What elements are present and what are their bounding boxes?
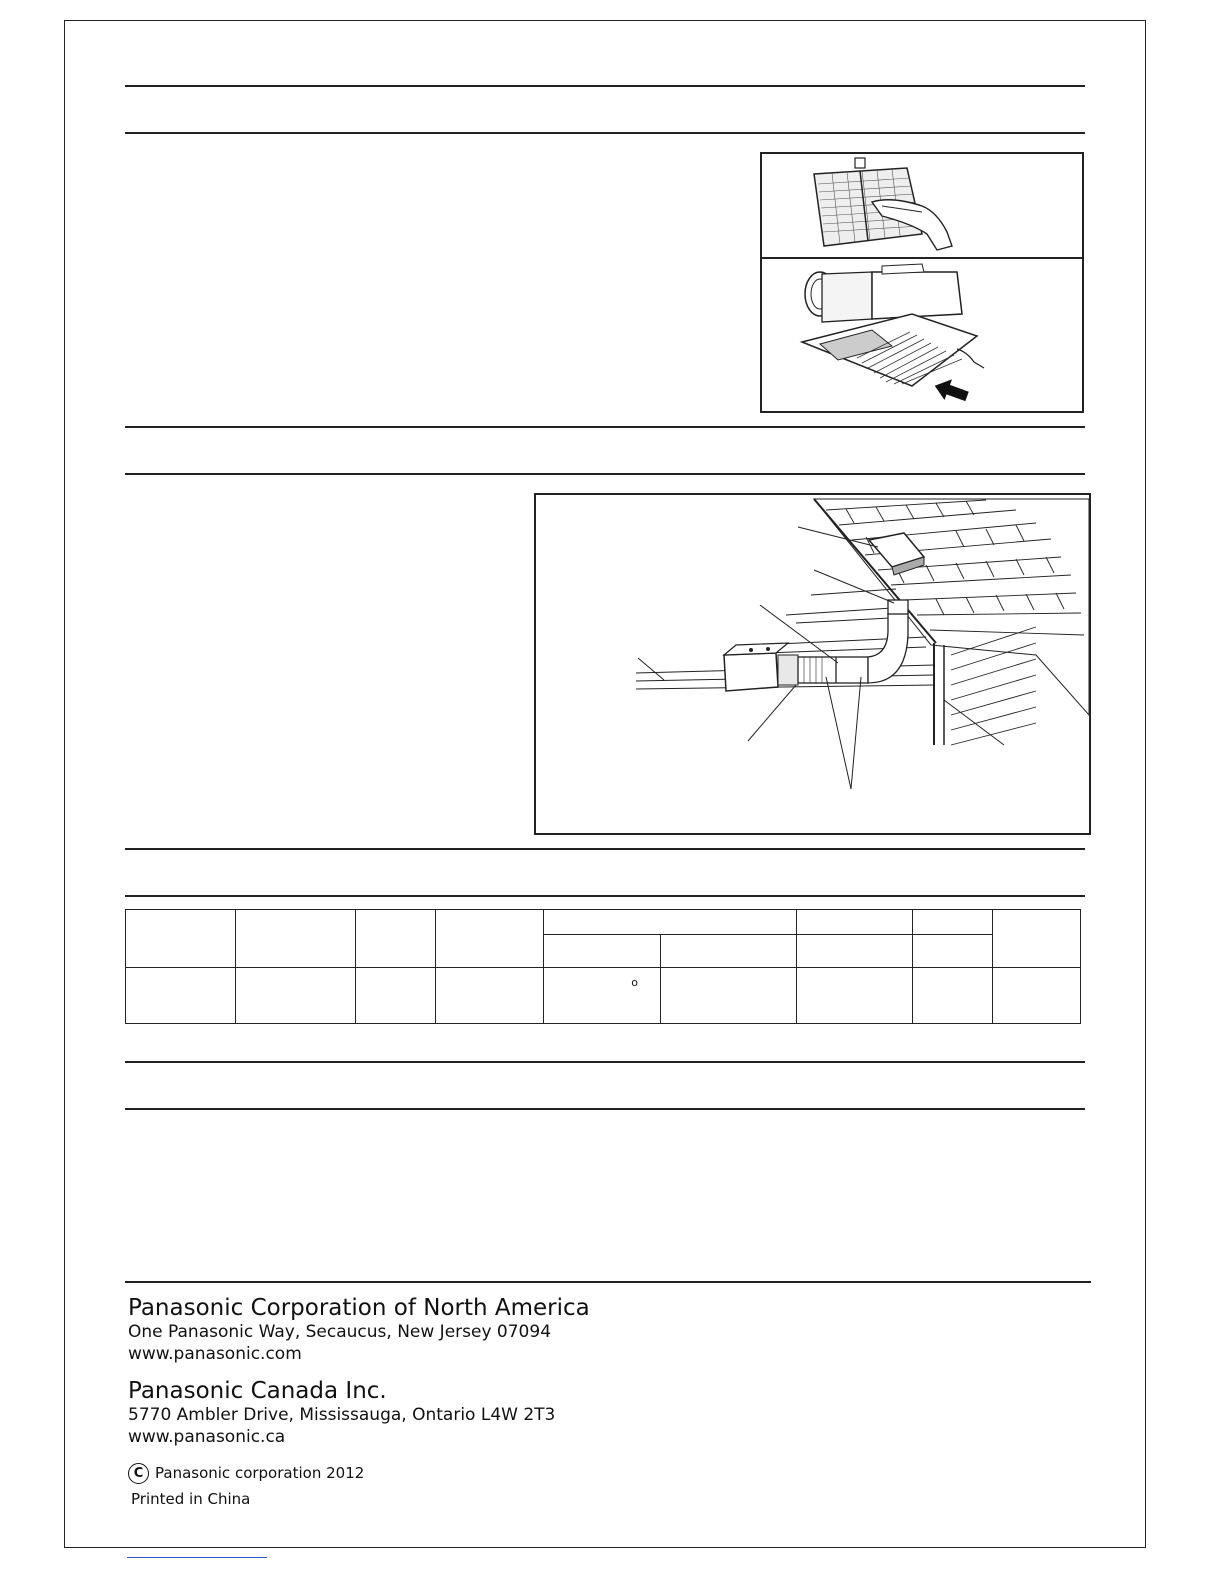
table-cell	[797, 967, 913, 1024]
section-rule	[125, 85, 1085, 87]
section-rule	[125, 1108, 1085, 1110]
na-company-name: Panasonic Corporation of North America	[128, 1295, 590, 1321]
table-header-cell	[797, 910, 913, 935]
table-header-cell	[544, 910, 797, 935]
copyright-text: Panasonic corporation	[155, 1464, 322, 1482]
footer-rule	[125, 1281, 1091, 1283]
table-header-cell	[356, 910, 436, 968]
table-cell	[126, 967, 236, 1024]
section-rule	[125, 426, 1085, 428]
table-header-cell	[661, 935, 797, 967]
ca-address-block	[128, 1378, 555, 1448]
section-rule	[125, 473, 1085, 475]
section-rule	[125, 895, 1085, 897]
section-rule	[125, 1061, 1085, 1063]
duct-icon	[798, 600, 908, 683]
table-header-cell	[913, 910, 993, 935]
ca-website: www.panasonic.ca	[128, 1427, 286, 1447]
na-address-block	[128, 1295, 590, 1365]
table-cell	[236, 967, 356, 1024]
table-cell	[544, 967, 661, 1024]
copyright-icon: C	[128, 1463, 149, 1484]
table-header-cell	[913, 935, 993, 967]
table-header-cell	[236, 910, 356, 968]
section-rule	[125, 132, 1085, 134]
fan-unit-icon	[802, 264, 984, 407]
na-address: One Panasonic Way, Secaucus, New Jersey 07094	[128, 1322, 552, 1342]
filter-cleaning-illustration	[762, 154, 1082, 411]
specifications-table	[125, 909, 1081, 1024]
section-rule	[125, 848, 1085, 850]
table-header-cell	[126, 910, 236, 968]
table-cell	[356, 967, 436, 1024]
table-cell	[993, 967, 1081, 1024]
ca-company-name: Panasonic Canada Inc.	[128, 1378, 387, 1404]
copyright-line	[128, 1463, 364, 1484]
table-header-cell	[436, 910, 544, 968]
na-website: www.panasonic.com	[128, 1344, 302, 1364]
degree-mark: o	[631, 975, 638, 989]
duct-installation-diagram	[536, 495, 1089, 833]
link-underline	[127, 1557, 267, 1558]
ca-address: 5770 Ambler Drive, Mississauga, Ontario L4W 2T3	[128, 1405, 556, 1425]
table-header-cell	[544, 935, 661, 967]
table-cell	[913, 967, 993, 1024]
table-header-cell	[993, 910, 1081, 968]
copyright-year: 2012	[326, 1464, 365, 1482]
fan-housing-icon	[724, 643, 798, 691]
table-cell	[661, 967, 797, 1024]
printed-in: Printed in China	[131, 1490, 251, 1508]
table-cell	[436, 967, 544, 1024]
table-header-cell	[797, 935, 913, 967]
maintenance-illustration-box	[760, 152, 1084, 413]
installation-diagram-box	[534, 493, 1091, 835]
